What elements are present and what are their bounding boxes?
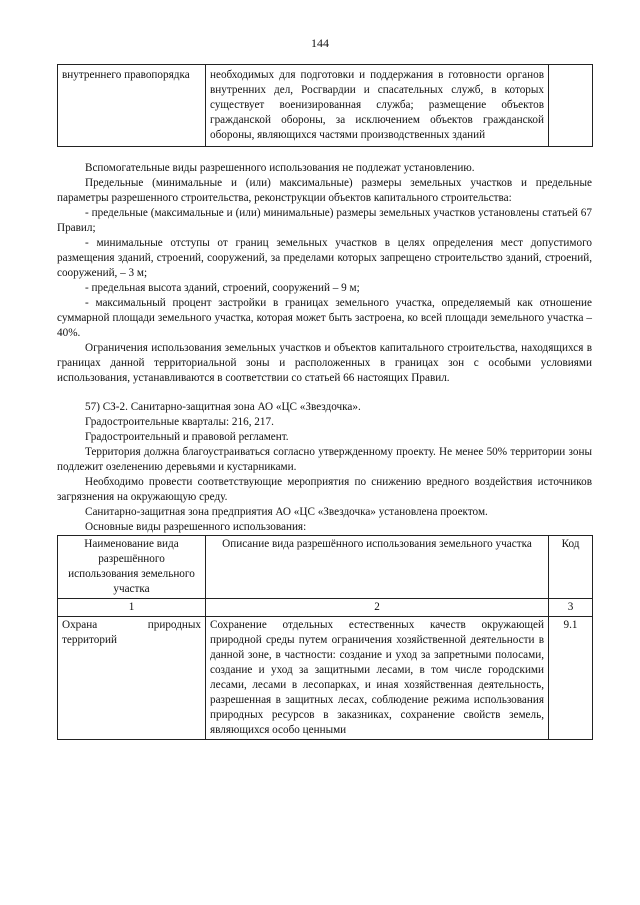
auxiliary-uses-paragraph: Вспомогательные виды разрешенного использования не подлежат установлению.	[85, 162, 475, 174]
continued-use-table	[57, 64, 593, 147]
plot-size-item: - предельные (максимальные и (или) минимальные) размеры земельных участков установлены статьей 67 Правил;	[57, 207, 592, 234]
header-description: Описание вида разрешённого использования земельного участка	[206, 536, 549, 599]
column-number-2: 2	[206, 599, 549, 617]
table-row	[58, 617, 593, 740]
use-name-cell: Охрана природных территорий	[58, 617, 206, 740]
page-number: 144	[311, 36, 329, 50]
header-name: Наименование вида разрешённого использования земельного участка	[58, 536, 206, 599]
table-row	[58, 65, 593, 147]
use-description-cell: необходимых для подготовки и поддержания в готовности органов внутренних дел, Росгвардии и спасательных служб, в которых существует военизированная служба; размещение объектов гражданской обороны, за исключением объектов гражданской обороны, являющихся частями производственных зданий	[206, 65, 549, 147]
main-uses-table	[57, 535, 593, 740]
use-name-cell: внутреннего правопорядка	[58, 65, 206, 147]
use-code-cell: 9.1	[549, 617, 593, 740]
table-header-row	[58, 536, 593, 599]
use-code-cell	[549, 65, 593, 147]
zone-established: Санитарно-защитная зона предприятия АО «ЦС «Звездочка» установлена проектом.	[85, 506, 488, 518]
zone-regulation: Градостроительный и правовой регламент.	[85, 431, 289, 443]
zone-quarters: Градостроительные кварталы: 216, 217.	[85, 416, 274, 428]
column-number-1: 1	[58, 599, 206, 617]
column-number-3: 3	[549, 599, 593, 617]
zone-measures: Необходимо провести соответствующие мероприятия по снижению вредного воздействия источников загрязнения на окружающую среду.	[57, 476, 592, 503]
coverage-item: - максимальный процент застройки в границах земельного участка, определяемый как отношение суммарной площади земельного участка, которая может быть застроена, ко всей площади земельного участка – 40%.	[57, 297, 592, 339]
table-number-row	[58, 599, 593, 617]
header-code: Код	[549, 536, 593, 599]
use-description-cell: Сохранение отдельных естественных качеств окружающей природной среды путем ограничения хозяйственной деятельности в данной зоне, в частности: создание и уход за запретными полосами, создание и уход за защитными лесами, в том числе городскими лесами, лесами в лесопарках, и иная хозяйственная деятельность, разрешенная в защитных лесах, соблюдение режима использования природных ресурсов в заказниках, сохранение свойств земель, являющихся особо ценными	[206, 617, 549, 740]
height-item: - предельная высота зданий, строений, сооружений – 9 м;	[85, 282, 360, 294]
limit-parameters-paragraph: Предельные (минимальные и (или) максимальные) размеры земельных участков и предельные параметры разрешенного строительства, реконструкции объектов капитального строительства:	[57, 177, 592, 204]
regulation-paragraphs	[57, 161, 592, 386]
zone-landscaping: Территория должна благоустраиваться согласно утвержденному проекту. Не менее 50% территории зоны подлежит озеленению деревьями и кустарниками.	[57, 446, 592, 473]
zone-section	[57, 400, 592, 535]
restrictions-paragraph: Ограничения использования земельных участков и объектов капитального строительства, находящихся в границах данной территориальной зоны и расположенных в границах зон с особыми условиями использования, устанавливаются в соответствии со статьей 66 настоящих Правил.	[57, 342, 592, 384]
setback-item: - минимальные отступы от границ земельных участков в целях определения мест допустимого размещения зданий, строений, сооружений, за пределами которых запрещено строительство зданий, строений, сооружений, – 3 м;	[57, 237, 592, 279]
zone-main-uses-label: Основные виды разрешенного использования:	[85, 521, 307, 533]
zone-heading: 57) СЗ-2. Санитарно-защитная зона АО «ЦС «Звездочка».	[85, 401, 361, 413]
document-body	[57, 64, 592, 740]
